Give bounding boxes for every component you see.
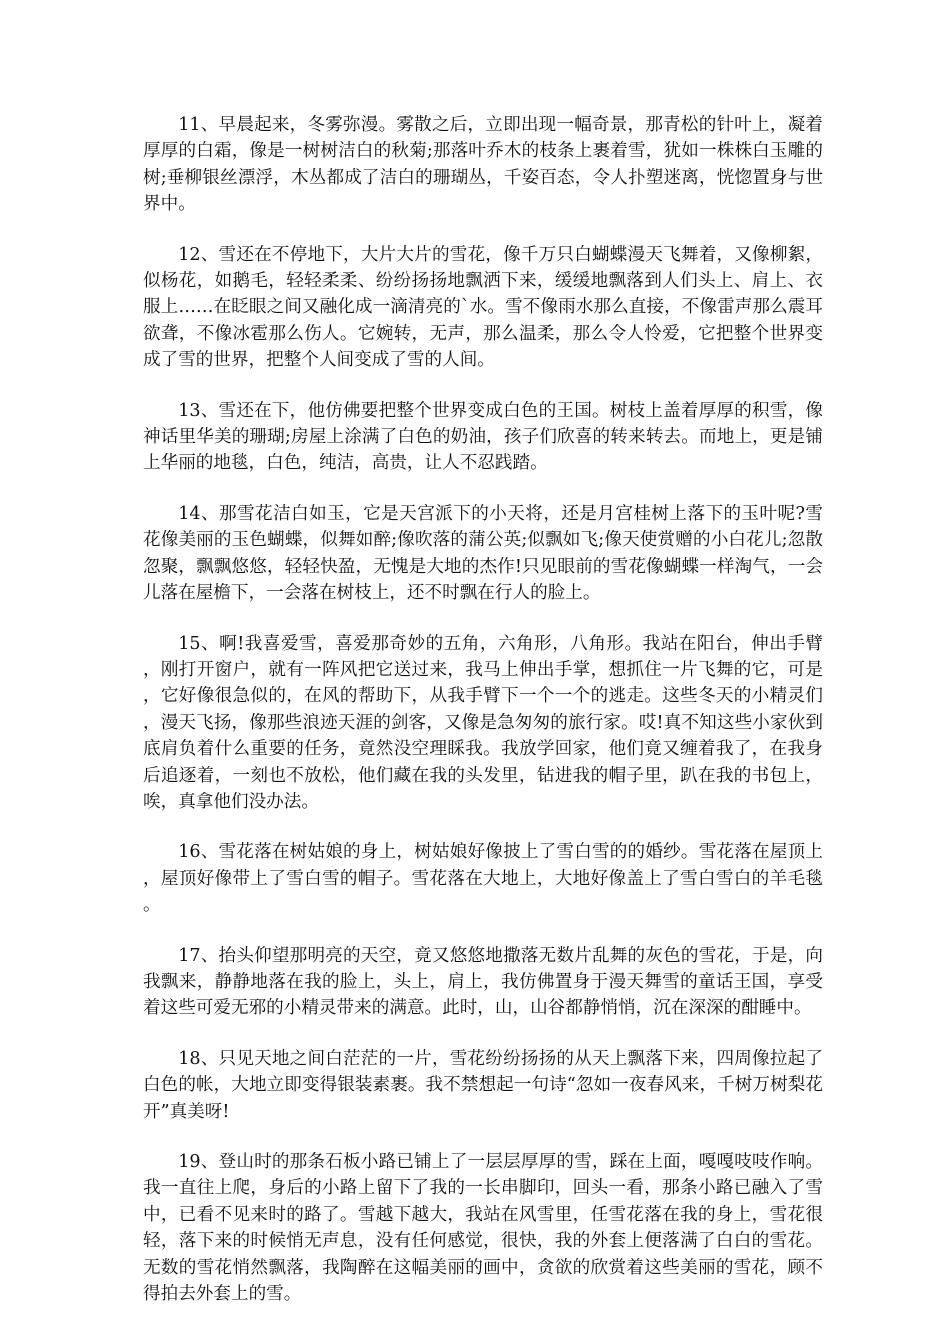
paragraph-16: 16、雪花落在树姑娘的身上，树姑娘好像披上了雪白雪的的婚纱。雪花落在屋顶上，屋顶好像带上了雪白雪的帽子。雪花落在大地上，大地好像盖上了雪白雪白的羊毛毯。 <box>143 842 823 916</box>
paragraph-13: 13、雪还在下，他仿佛要把整个世界变成白色的王国。树枝上盖着厚厚的积雪，像神话里华美的珊瑚;房屋上涂满了白色的奶油，孩子们欣喜的转来转去。而地上，更是铺上华丽的地毯，白色，纯洁，高贵，让人不忍践踏。 <box>143 400 823 474</box>
paragraph-17: 17、抬头仰望那明亮的天空，竟又悠悠地撒落无数片乱舞的灰色的雪花，于是，向我飘来，静静地落在我的脸上，头上，肩上，我仿佛置身于漫天舞雪的童话王国，享受着这些可爱无邪的小精灵带来的满意。此时，山，山谷都静悄悄，沉在深深的酣睡中。 <box>143 945 823 1019</box>
document-body <box>143 112 823 1331</box>
paragraph-18: 18、只见天地之间白茫茫的一片，雪花纷纷扬扬的从天上飘落下来，四周像拉起了白色的帐，大地立即变得银装素裹。我不禁想起一句诗“忽如一夜春风来，千树万树梨花开”真美呀! <box>143 1048 823 1122</box>
paragraph-15: 15、啊!我喜爱雪，喜爱那奇妙的五角，六角形，八角形。我站在阳台，伸出手臂，刚打开窗户，就有一阵风把它送过来，我马上伸出手掌，想抓住一片飞舞的它，可是，它好像很急似的，在风的帮助下，从我手臂下一个一个的逃走。这些冬天的小精灵们，漫天飞扬，像那些浪迹天涯的剑客，又像是急匆匆的旅行家。哎!真不知这些小家伙到底肩负着什么重要的任务，竟然没空理睬我。我放学回家，他们竟又缠着我了，在我身后追逐着，一刻也不放松，他们藏在我的头发里，钻进我的帽子里，趴在我的书包上，唉，真拿他们没办法。 <box>143 633 823 812</box>
paragraph-12: 12、雪还在不停地下，大片大片的雪花，像千万只白蝴蝶漫天飞舞着，又像柳絮，似杨花，如鹅毛，轻轻柔柔、纷纷扬扬地飘洒下来，缓缓地飘落到人们头上、肩上、衣服上……在眨眼之间又融化成一滴清亮的`水。雪不像雨水那么直接，不像雷声那么震耳欲聋，不像冰雹那么伤人。它婉转，无声，那么温柔，那么令人怜爱，它把整个世界变成了雪的世界，把整个人间变成了雪的人间。 <box>143 244 823 371</box>
paragraph-19: 19、登山时的那条石板小路已铺上了一层层厚厚的雪，踩在上面，嘎嘎吱吱作响。我一直往上爬，身后的小路上留下了我的一长串脚印，回头一看，那条小路已融入了雪中，已看不见来时的路了。雪越下越大，我站在风雪里，任雪花落在我的身上，雪花很轻，落下来的时候悄无声息，没有任何感觉，很快，我的外套上便落满了白白的雪花。无数的雪花悄然飘落，我陶醉在这幅美丽的画中，贪欲的欣赏着这些美丽的雪花，顾不得拍去外套上的雪。 <box>143 1152 823 1305</box>
paragraph-14: 14、那雪花洁白如玉，它是天宫派下的小天将，还是月宫桂树上落下的玉叶呢?雪花像美丽的玉色蝴蝶，似舞如醉;像吹落的蒲公英;似飘如飞;像天使赏赠的小白花儿;忽散忽聚，飘飘悠悠，轻轻快盈，无愧是大地的杰作!只见眼前的雪花像蝴蝶一样淘气，一会儿落在屋檐下，一会落在树枝上，还不时飘在行人的脸上。 <box>143 503 823 604</box>
paragraph-11: 11、早晨起来，冬雾弥漫。雾散之后，立即出现一幅奇景，那青松的针叶上，凝着厚厚的白霜，像是一树树洁白的秋菊;那落叶乔木的枝条上裹着雪，犹如一株株白玉雕的树;垂柳银丝漂浮，木丛都成了洁白的珊瑚丛，千姿百态，令人扑塑迷离，恍惚置身与世界中。 <box>143 115 823 215</box>
